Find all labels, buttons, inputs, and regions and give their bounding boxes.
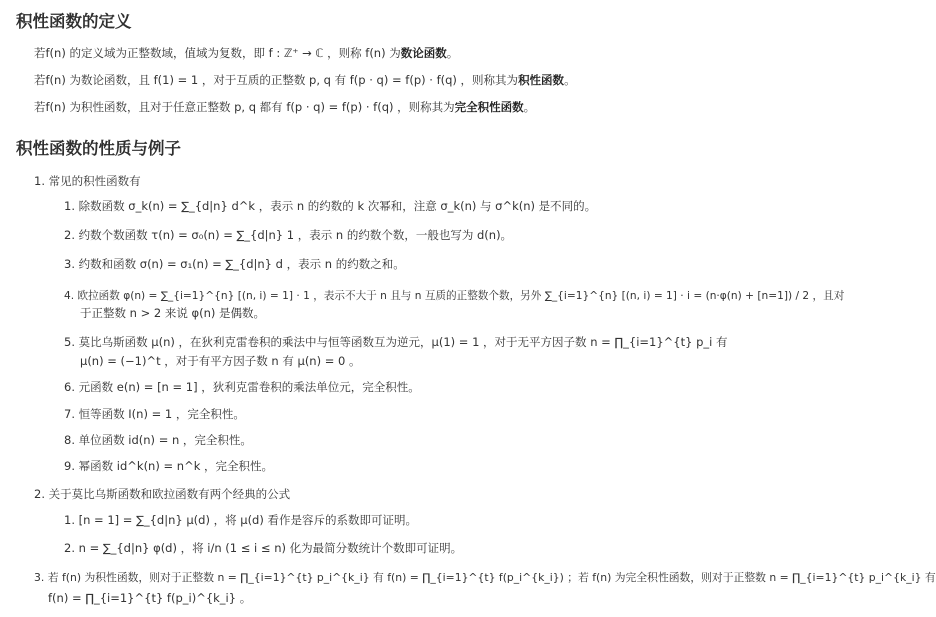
definition-item-3 [34,99,535,115]
subitem-euler-function: 4. 欧拉函数 φ(n) = ∑_{i=1}^{n} [(n, i) = 1] · 1 ，表示不大于 n 且与 n 互质的正整数个数，另外 ∑_{i=1}^{n} [(n, i) = 1] · i = (n·φ(n) + [n=1]) / 2 ，且对 [64,290,845,302]
section-title-properties: 积性函数的性质与例子 [16,139,181,158]
definition-item-1-end: 。 [446,46,459,60]
definition-item-1-bold: 数论函数 [400,46,447,60]
definition-item-1 [34,45,458,61]
subitem-identity-function: 8. 单位函数 id(n) = n ，完全积性。 [64,433,252,447]
subitem-power-function: 9. 幂函数 id^k(n) = n^k ，完全积性。 [64,459,274,473]
property-item-3-cont: f(n) = ∏_{i=1}^{t} f(p_i)^{k_i} 。 [48,591,252,605]
definition-item-1-text: 若f(n) 的定义域为正整数域，值域为复数，即 f : ℤ⁺ → ℂ ，则称 f(n) 为 [34,46,401,60]
subitem-euler-formula: 2. n = ∑_{d|n} φ(d) ，将 i/n (1 ≤ i ≤ n) 化为最简分数统计个数即可证明。 [64,541,463,555]
definition-item-3-text: 若f(n) 为积性函数，且对于任意正整数 p, q 都有 f(p · q) = f(p) · f(q) ，则称其为 [34,100,455,114]
definition-item-2-text: 若f(n) 为数论函数，且 f(1) = 1 ，对于互质的正整数 p, q 有 f(p · q) = f(p) · f(q) ，则称其为 [34,73,519,87]
subitem-constant-function: 7. 恒等函数 I(n) = 1 ，完全积性。 [64,407,245,421]
property-item-3: 3. 若 f(n) 为积性函数，则对于正整数 n = ∏_{i=1}^{t} p_i^{k_i} 有 f(n) = ∏_{i=1}^{t} f(p_i^{k_i}) ；若 f(n) 为完全积性函数，则对于正整数 n = ∏_{i=1}^{t} p_i^{k_i} 有 [34,571,936,584]
definition-item-3-bold: 完全积性函数 [454,100,524,114]
subitem-mobius-function-cont: μ(n) = (−1)^t ，对于有平方因子数 n 有 μ(n) = 0 。 [80,354,361,368]
subitem-mobius-function: 5. 莫比乌斯函数 μ(n) ，在狄利克雷卷积的乘法中与恒等函数互为逆元，μ(1) = 1 ，对于无平方因子数 n = ∏_{i=1}^{t} p_i 有 [64,335,728,349]
subitem-unit-element-function: 6. 元函数 e(n) = [n = 1] ，狄利克雷卷积的乘法单位元，完全积性。 [64,380,420,394]
definition-item-3-end: 。 [523,100,536,114]
property-item-1: 1. 常见的积性函数有 [34,174,141,188]
subitem-divisor-count-function: 2. 约数个数函数 τ(n) = σ₀(n) = ∑_{d|n} 1 ，表示 n 的约数个数，一般也写为 d(n)。 [64,228,513,242]
definition-item-2-bold: 积性函数 [518,73,565,87]
definition-item-2 [34,72,576,88]
definition-item-2-end: 。 [564,73,576,87]
subitem-divisor-sum-function: 3. 约数和函数 σ(n) = σ₁(n) = ∑_{d|n} d ，表示 n 的约数之和。 [64,257,405,271]
property-item-2: 2. 关于莫比乌斯函数和欧拉函数有两个经典的公式 [34,487,291,501]
subitem-divisor-function: 1. 除数函数 σ_k(n) = ∑_{d|n} d^k ，表示 n 的约数的 k 次幂和，注意 σ_k(n) 与 σ^k(n) 是不同的。 [64,199,597,213]
subitem-mobius-formula: 1. [n = 1] = ∑_{d|n} μ(d) ，将 μ(d) 看作是容斥的系数即可证明。 [64,513,417,527]
section-title-definition: 积性函数的定义 [16,12,132,31]
subitem-euler-function-cont: 于正整数 n > 2 来说 φ(n) 是偶数。 [80,306,266,320]
